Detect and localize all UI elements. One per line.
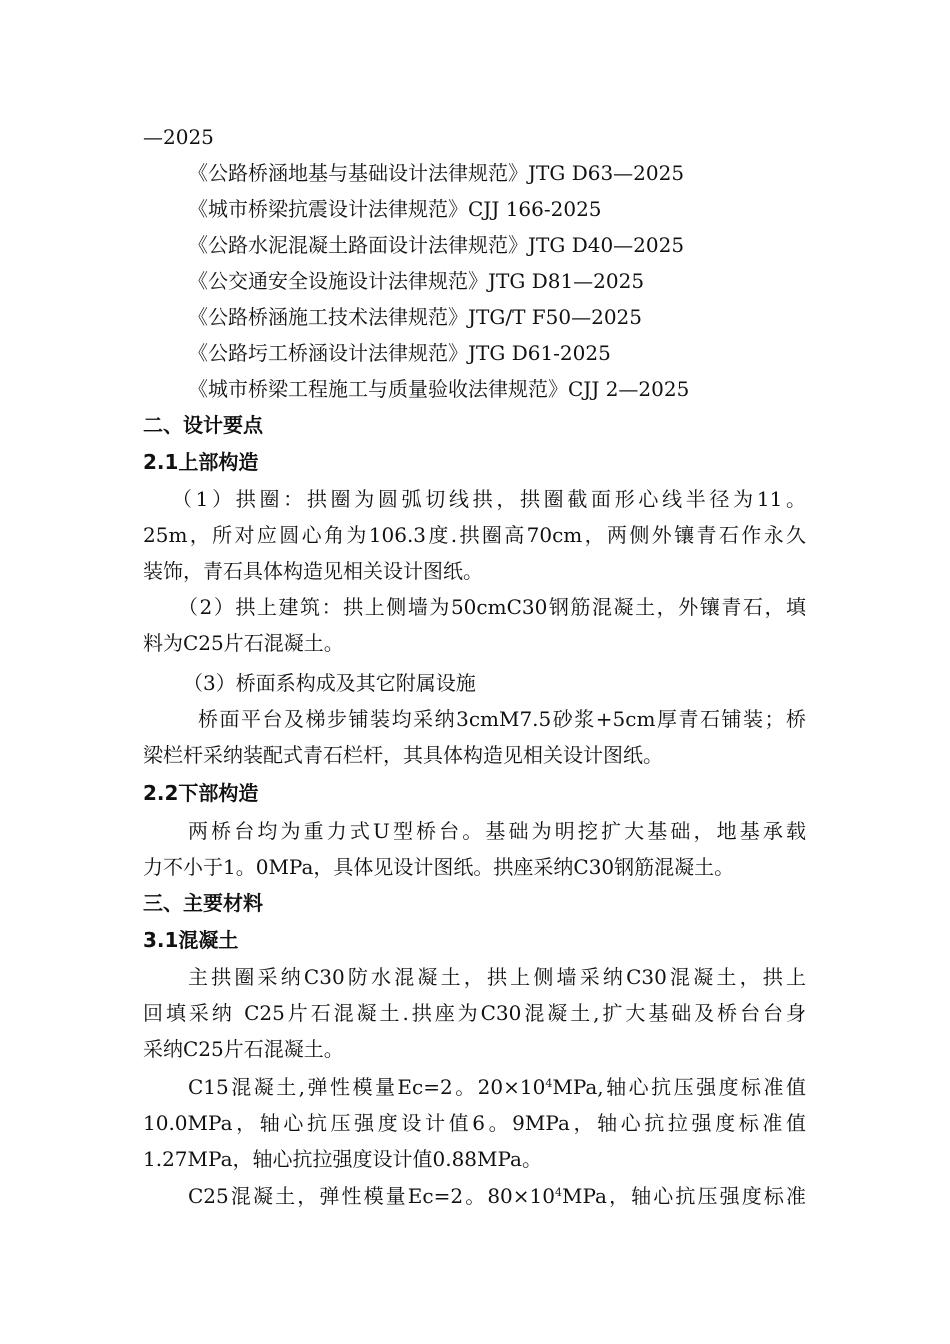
superscript-exponent: 4 [554, 1186, 562, 1199]
paragraph-line: （1）拱圈：拱圈为圆弧切线拱，拱圈截面形心线半径为11。 [172, 487, 806, 511]
reference-item: 《城市桥梁工程施工与质量验收法律规范》CJJ 2—2025 [188, 377, 690, 401]
paragraph-line [188, 1074, 806, 1100]
paragraph-line: 装饰，青石具体构造见相关设计图纸。 [143, 559, 483, 583]
text-run: C25混凝土，弹性模量Ec=2。80×10 [188, 1184, 555, 1208]
paragraph-line: 梁栏杆采纳装配式青石栏杆，其具体构造见相关设计图纸。 [143, 743, 663, 767]
paragraph-line: 力不小于1。0MPa，具体见设计图纸。拱座采纳C30钢筋混凝土。 [143, 855, 735, 879]
section-heading: 三、主要材料 [143, 891, 263, 915]
subsection-heading: 3.1混凝土 [143, 928, 239, 952]
paragraph-line: 1.27MPa，轴心抗拉强度设计值0.88MPa。 [143, 1147, 542, 1171]
paragraph-line: 25m，所对应圆心角为106.3度.拱圈高70cm，两侧外镶青石作永久 [143, 523, 806, 547]
paragraph-line: 桥面平台及梯步铺装均采纳3cmM7.5砂浆+5cm厚青石铺装；桥 [198, 707, 806, 731]
text-run: MPa，轴心抗压强度标准 [561, 1184, 806, 1208]
subsection-heading: 2.1上部构造 [143, 450, 259, 474]
reference-item: 《公路水泥混凝土路面设计法律规范》JTG D40—2025 [188, 233, 685, 257]
reference-item: 《城市桥梁抗震设计法律规范》CJJ 166-2025 [188, 197, 602, 221]
section-heading: 二、设计要点 [143, 413, 263, 437]
paragraph-line: 10.0MPa，轴心抗压强度设计值6。9MPa，轴心抗拉强度标准值 [143, 1111, 806, 1135]
paragraph-line: 采纳C25片石混凝土。 [143, 1037, 344, 1061]
paragraph-line: 料为C25片石混凝土。 [143, 631, 344, 655]
paragraph-line: 回填采纳 C25片石混凝土.拱座为C30混凝土,扩大基础及桥台台身 [143, 1001, 806, 1025]
reference-item: 《公交通安全设施设计法律规范》JTG D81—2025 [188, 269, 645, 293]
paragraph-line: 主拱圈采纳C30防水混凝土，拱上侧墙采纳C30混凝土，拱上 [188, 965, 806, 989]
paragraph-line: （3）桥面系构成及其它附属设施 [183, 671, 476, 695]
subsection-heading: 2.2下部构造 [143, 781, 259, 805]
reference-item: 《公路圬工桥涵设计法律规范》JTG D61-2025 [188, 341, 611, 365]
paragraph-line: 两桥台均为重力式U型桥台。基础为明挖扩大基础，地基承载 [188, 819, 806, 843]
paragraph-line [188, 1183, 806, 1209]
text-run: MPa,轴心抗压强度标准值 [552, 1075, 806, 1099]
reference-item: 《公路桥涵地基与基础设计法律规范》JTG D63—2025 [188, 161, 685, 185]
text-line: —2025 [143, 125, 214, 149]
paragraph-line: （2）拱上建筑：拱上侧墙为50cmC30钢筋混凝土，外镶青石，填 [178, 595, 806, 619]
superscript-exponent: 4 [545, 1077, 553, 1090]
text-run: C15混凝土,弹性模量Ec=2。20×10 [188, 1075, 546, 1099]
reference-item: 《公路桥涵施工技术法律规范》JTG/T F50—2025 [188, 305, 642, 329]
